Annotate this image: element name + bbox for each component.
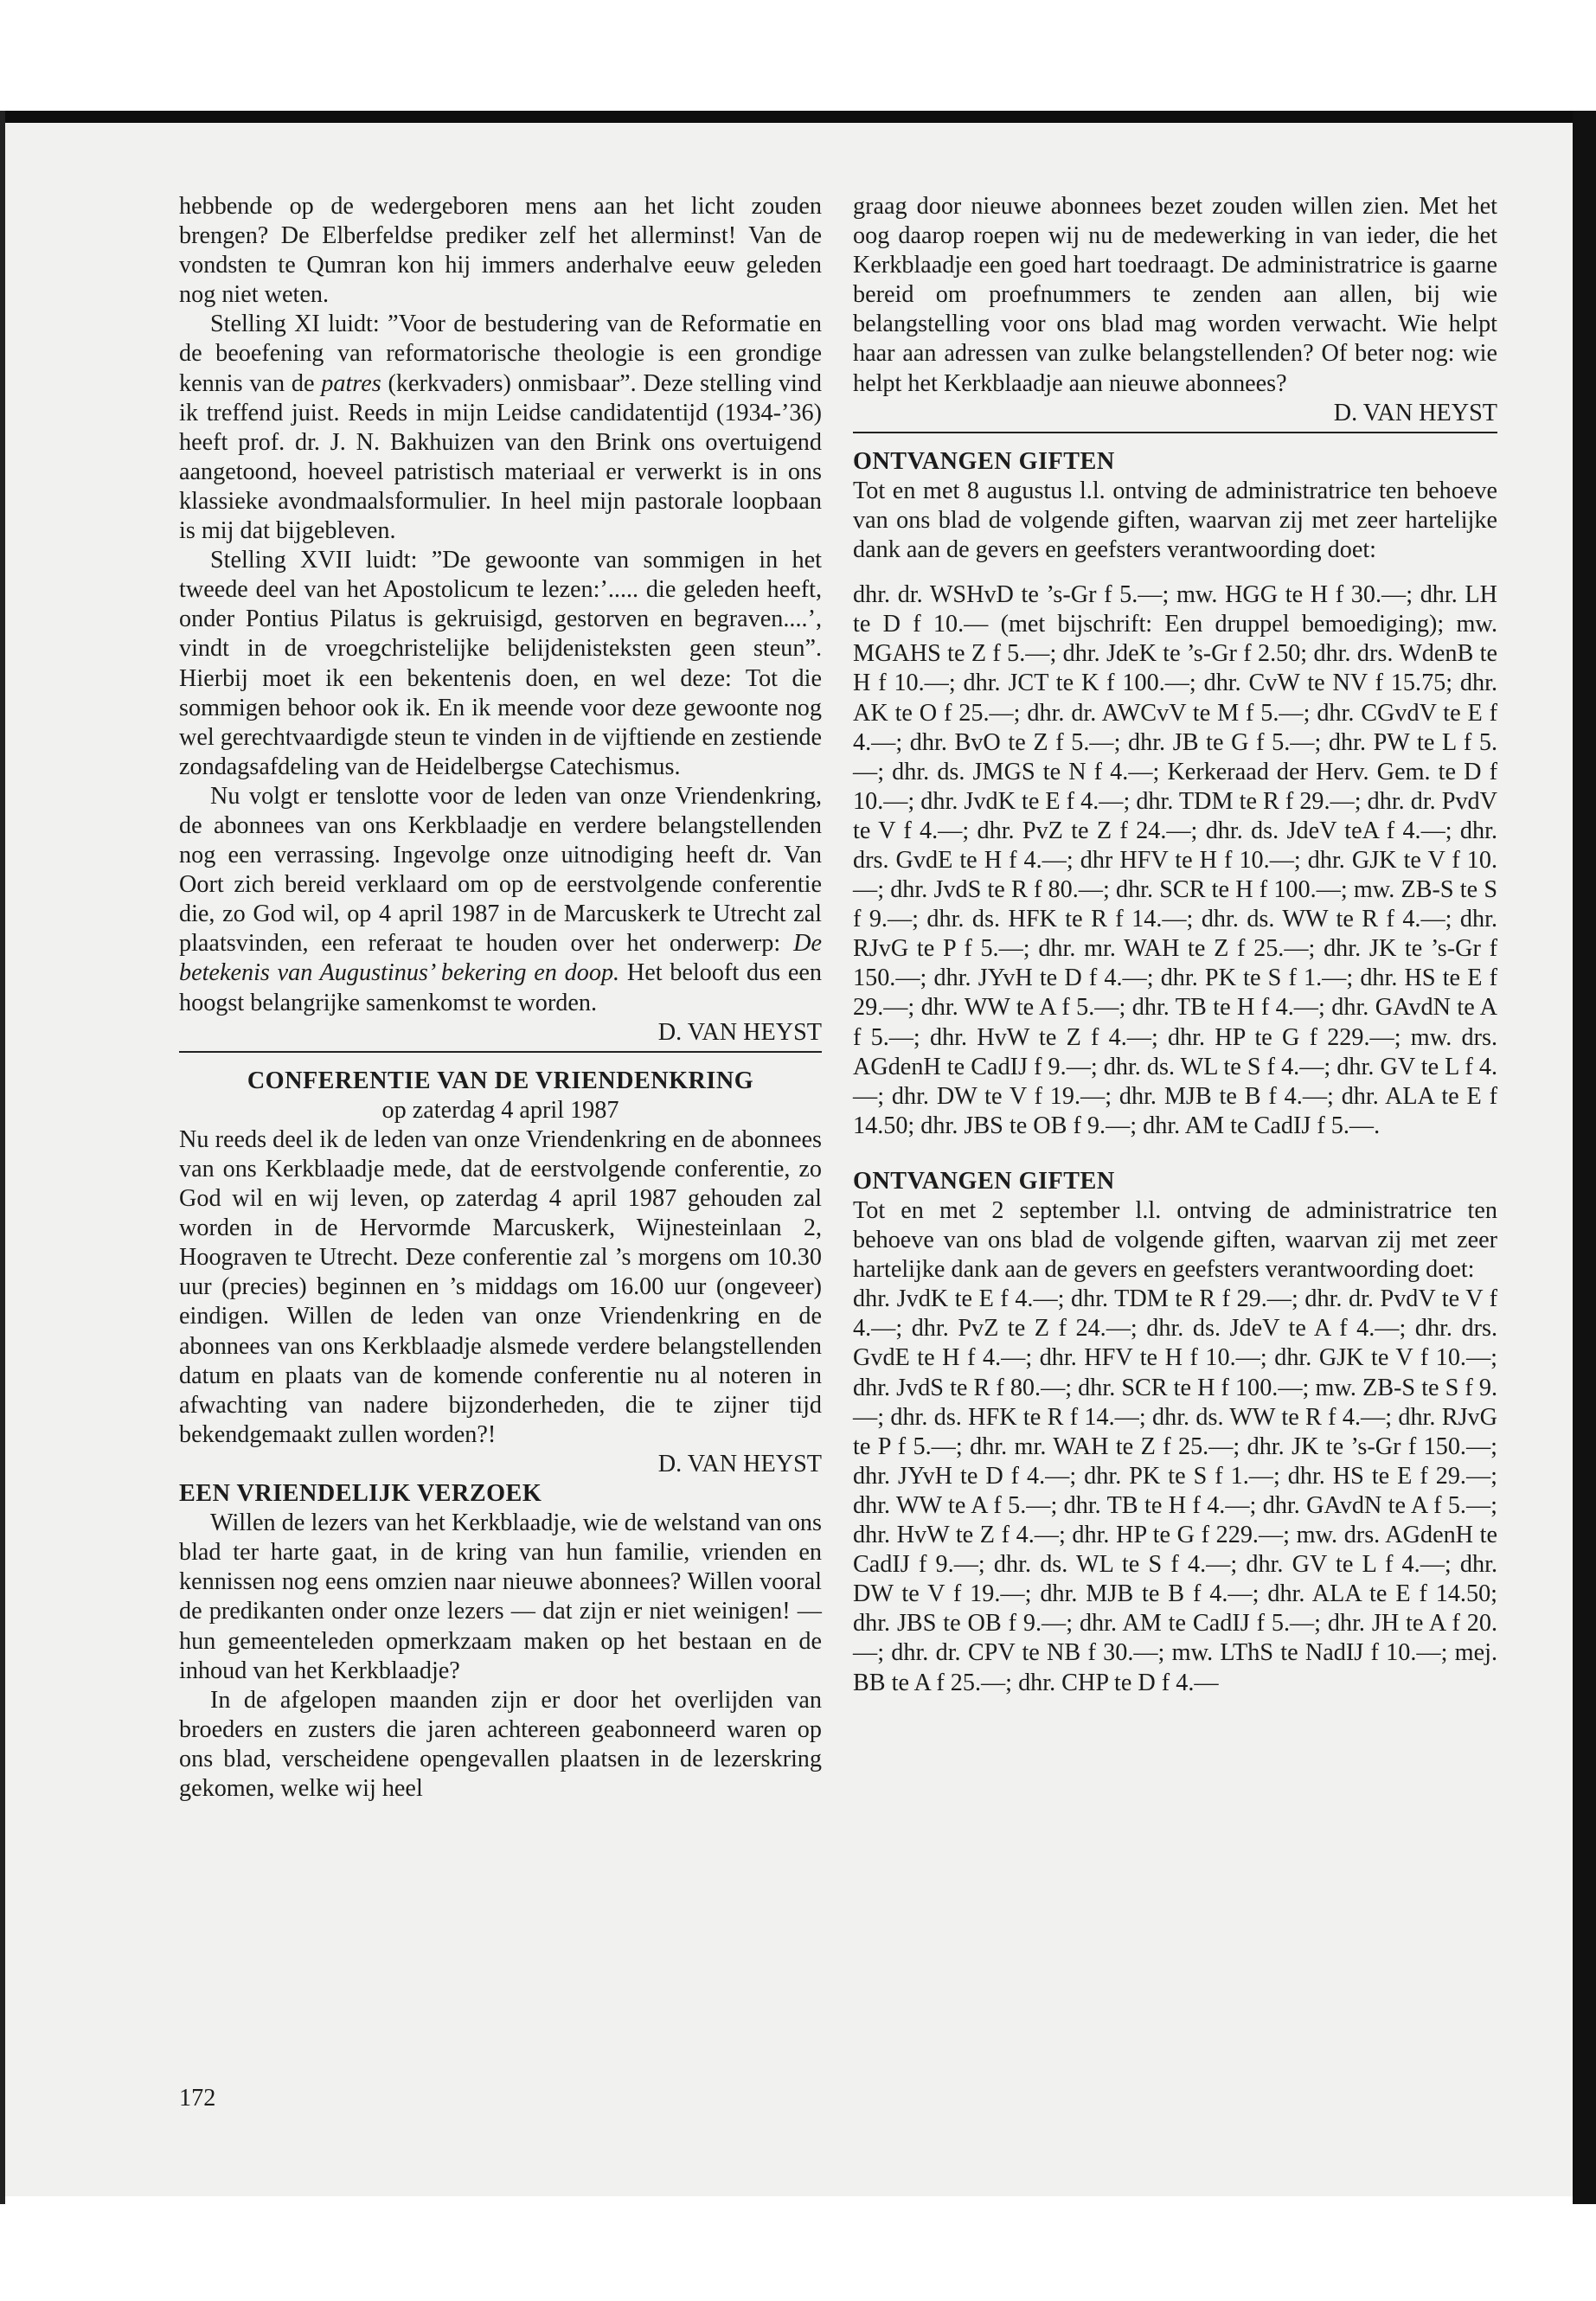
section-divider (179, 1051, 822, 1053)
paragraph-verrassing (179, 782, 822, 1018)
paragraph-conferentie: Nu reeds deel ik de leden van onze Vriendenkring en de abonnees van ons Kerkblaadje mede, dat de eerstvolgende conferentie, zo God wil en wij leven, op zaterdag 4 april 1987 gehouden zal worden in de Hervormde Marcuskerk, Wijnesteinlaan 2, Hoograven te Utrecht. Deze conferentie zal ’s morgens om 10.30 uur (precies) beginnen en ’s middags om 16.00 uur (ongeveer) eindigen. Willen de leden van onze Vriendenkring en de abonnees van ons Kerkblaadje alsmede verdere belangstellenden datum en plaats van de komende conferentie nu al noteren in afwachting van nadere bijzonderheden, die te zijner tijd bekendgemaakt zullen worden?! (179, 1125, 822, 1448)
paragraph-giften-september-intro: Tot en met 2 september l.l. ontving de administratrice ten behoeve van ons blad de volgende giften, waarvan zij met zeer hartelijke dank aan de gevers en geefsters verantwoording doet: (853, 1197, 1497, 1284)
paragraph-stelling-xvii: Stelling XVII luidt: ”De gewoonte van sommigen in het tweede deel van het Apostolicum te lezen:’..... die geleden heeft, onder Pontius Pilatus is gekruisigd, gestorven en begraven....’, vindt in de vroegchristelijke belijdenisteksten geen steun”. Hierbij moet ik een bekentenis doen, en wel deze: Tot die sommigen behoor ook ik. En ik meende voor deze gewoonte nog wel gerechtvaardigde steun te vinden in de vijftiende en zestiende zondagsafdeling van de Heidelbergse Catechismus. (179, 547, 822, 780)
text-run: Het belooft dus een hoogst belangrijke samenkomst te worden. (179, 959, 822, 1016)
section-heading-verzoek: EEN VRIENDELIJK VERZOEK (179, 1480, 542, 1508)
text-run: Stelling XI luidt: ”Voor de bestudering van de Reformatie en de beoefening van reformatorische theologie is een grondige kennis van de (179, 311, 822, 397)
text-run-italic: De betekenis van Augustinus’ bekering en doop. (179, 930, 822, 987)
spacer (853, 1141, 1497, 1167)
text-run-italic: patres (321, 369, 381, 397)
paragraph-verzoek-end: graag door nieuwe abonnees bezet zouden willen zien. Met het oog daarop roepen wij nu de medewerking in van ieder, die het Kerkblaadje een goed hart toedraagt. De administratrice is gaarne bereid om proefnummers te zenden aan allen, bij wie belangstelling voor ons blad mag worden verwacht. Wie helpt haar aan adressen van zulke belangstellenden? Of beter nog: wie helpt het Kerkblaadje aan nieuwe abonnees? (853, 193, 1497, 397)
signature: D. VAN HEYST (657, 1018, 822, 1046)
page (5, 123, 1573, 2196)
spacer (853, 565, 1497, 580)
left-column (179, 192, 822, 1804)
paragraph-stelling-xi (179, 310, 822, 546)
section-heading-conferentie: CONFERENTIE VAN DE VRIENDENKRING (247, 1067, 754, 1094)
paragraph-verzoek-continued: In de afgelopen maanden zijn er door het overlijden van broeders en zusters die jaren achtereen geabonneerd waren op ons blad, verscheidene opengevallen plaatsen in de lezerskring gekomen, welke wij heel (179, 1686, 822, 1802)
signature: D. VAN HEYST (657, 1450, 822, 1477)
list-giften-augustus: dhr. dr. WSHvD te ’s-Gr f 5.—; mw. HGG te H f 30.—; dhr. LH te D f 10.— (met bijschrift: Een druppel bemoediging); mw. MGAHS te Z f 5.—; dhr. JdeK te ’s-Gr f 2.50; dhr. drs. WdenB te H f 10.—; dhr. JCT te K f 100.—; dhr. CvW te NV f 15.75; dhr. AK te O f 25.—; dhr. dr. AWCvV te M f 5.—; dhr. CGvdV te E f 4.—; dhr. BvO te Z f 5.—; dhr. JB te G f 5.—; dhr. PW te L f 5.—; dhr. ds. JMGS te N f 4.—; Kerkeraad der Herv. Gem. te D f 10.—; dhr. JvdK te E f 4.—; dhr. TDM te R f 29.—; dhr. dr. PvdV te V f 4.—; dhr. PvZ te Z f 24.—; dhr. ds. JdeV teA f 4.—; dhr. drs. GvdE te H f 4.—; dhr HFV te H f 10.—; dhr. GJK te V f 10.—; dhr. JvdS te R f 80.—; dhr. SCR te H f 100.—; mw. ZB-S te S f 9.—; dhr. ds. HFK te R f 14.—; dhr. ds. WW te R f 4.—; dhr. RJvG te P f 5.—; dhr. mr. WAH te Z f 25.—; dhr. JK te ’s-Gr f 150.—; dhr. JYvH te D f 4.—; dhr. PK te S f 1.—; dhr. HS te E f 29.—; dhr. WW te A f 5.—; dhr. TB te H f 4.—; dhr. GAvdN te A f 5.—; dhr. HvW te Z f 4.—; dhr. HP te G f 229.—; mw. drs. AGdenH te CadIJ f 9.—; dhr. ds. WL te S f 4.—; dhr. GV te L f 4.—; dhr. DW te V f 19.—; dhr. MJB te B f 4.—; dhr. ALA te E f 14.50; dhr. JBS te OB f 9.—; dhr. AM te CadIJ f 5.—. (853, 581, 1497, 1139)
paragraph-giften-augustus-intro: Tot en met 8 augustus l.l. ontving de administratrice ten behoeve van ons blad de volgende giften, waarvan zij met zeer hartelijke dank aan de gevers en geefsters verantwoording doet: (853, 477, 1497, 564)
scan-edge-top (0, 111, 1596, 123)
section-heading-giften-augustus: ONTVANGEN GIFTEN (853, 447, 1115, 475)
section-heading-giften-september: ONTVANGEN GIFTEN (853, 1167, 1115, 1195)
text-run: (kerkvaders) onmisbaar”. Deze stelling vind ik treffend juist. Reeds in mijn Leidse candidatentijd (1934-’36) heeft prof. dr. J. N. Bakhuizen van den Brink ons overtuigend aangetoond, hoeveel patristisch materiaal er verwerkt is in ons klassieke avondmaalsformulier. In heel mijn pastorale loopbaan is mij dat bijgebleven. (179, 369, 822, 545)
text-run: Nu volgt er tenslotte voor de leden van onze Vriendenkring, de abonnees van ons Kerkblaadje en verdere belangstellenden nog een verrassing. Ingevolge onze uitnodiging heeft dr. Van Oort zich bereid verklaard om op de eerstvolgende conferentie die, zo God wil, op 4 april 1987 in de Marcuskerk te Utrecht zal plaatsvinden, een referaat te houden over het onderwerp: (179, 782, 822, 958)
section-divider (853, 432, 1497, 433)
paragraph-elberfeld: hebbende op de wedergeboren mens aan het licht zouden brengen? De Elberfeldse prediker zelf het allerminst! Van de vondsten te Qumran kon hij immers anderhalve eeuw geleden nog niet weten. (179, 193, 822, 309)
signature: D. VAN HEYST (1333, 399, 1497, 426)
page-number: 172 (179, 2085, 216, 2112)
list-giften-september: dhr. JvdK te E f 4.—; dhr. TDM te R f 29.—; dhr. dr. PvdV te V f 4.—; dhr. PvZ te Z f 24.—; dhr. ds. JdeV te A f 4.—; dhr. drs. GvdE te H f 4.—; dhr. HFV te H f 10.—; dhr. GJK te V f 10.—; dhr. JvdS te R f 80.—; dhr. SCR te H f 100.—; mw. ZB-S te S f 9.—; dhr. ds. HFK te R f 14.—; dhr. ds. WW te R f 4.—; dhr. RJvG te P f 5.—; dhr. mr. WAH te Z f 25.—; dhr. JK te ’s-Gr f 150.—; dhr. JYvH te D f 4.—; dhr. PK te S f 1.—; dhr. HS te E f 29.—; dhr. WW te A f 5.—; dhr. TB te H f 4.—; dhr. GAvdN te A f 5.—; dhr. HvW te Z f 4.—; dhr. HP te G f 229.—; mw. drs. AGdenH te CadIJ f 9.—; dhr. ds. WL te S f 4.—; dhr. GV te L f 4.—; dhr. DW te V f 19.—; dhr. MJB te B f 4.—; dhr. ALA te E f 14.50; dhr. JBS te OB f 9.—; dhr. AM te CadIJ f 5.—; dhr. JH te A f 20.—; dhr. dr. CPV te NB f 30.—; mw. LThS te NadIJ f 10.—; mej. BB te A f 25.—; dhr. CHP te D f 4.— (853, 1285, 1497, 1696)
scan-edge-right (1573, 111, 1596, 2204)
paragraph-verzoek: Willen de lezers van het Kerkblaadje, wie de welstand van ons blad ter harte gaat, in de kring van hun familie, vrienden en kennissen nog eens omzien naar nieuwe abonnees? Willen vooral de predikanten onder onze lezers — dat zijn er niet weinigen! — hun gemeenteleden opmerkzaam maken op het bestaan en de inhoud van het Kerkblaadje? (179, 1509, 822, 1684)
right-column (853, 192, 1497, 1698)
section-subheading-date: op zaterdag 4 april 1987 (381, 1096, 619, 1124)
